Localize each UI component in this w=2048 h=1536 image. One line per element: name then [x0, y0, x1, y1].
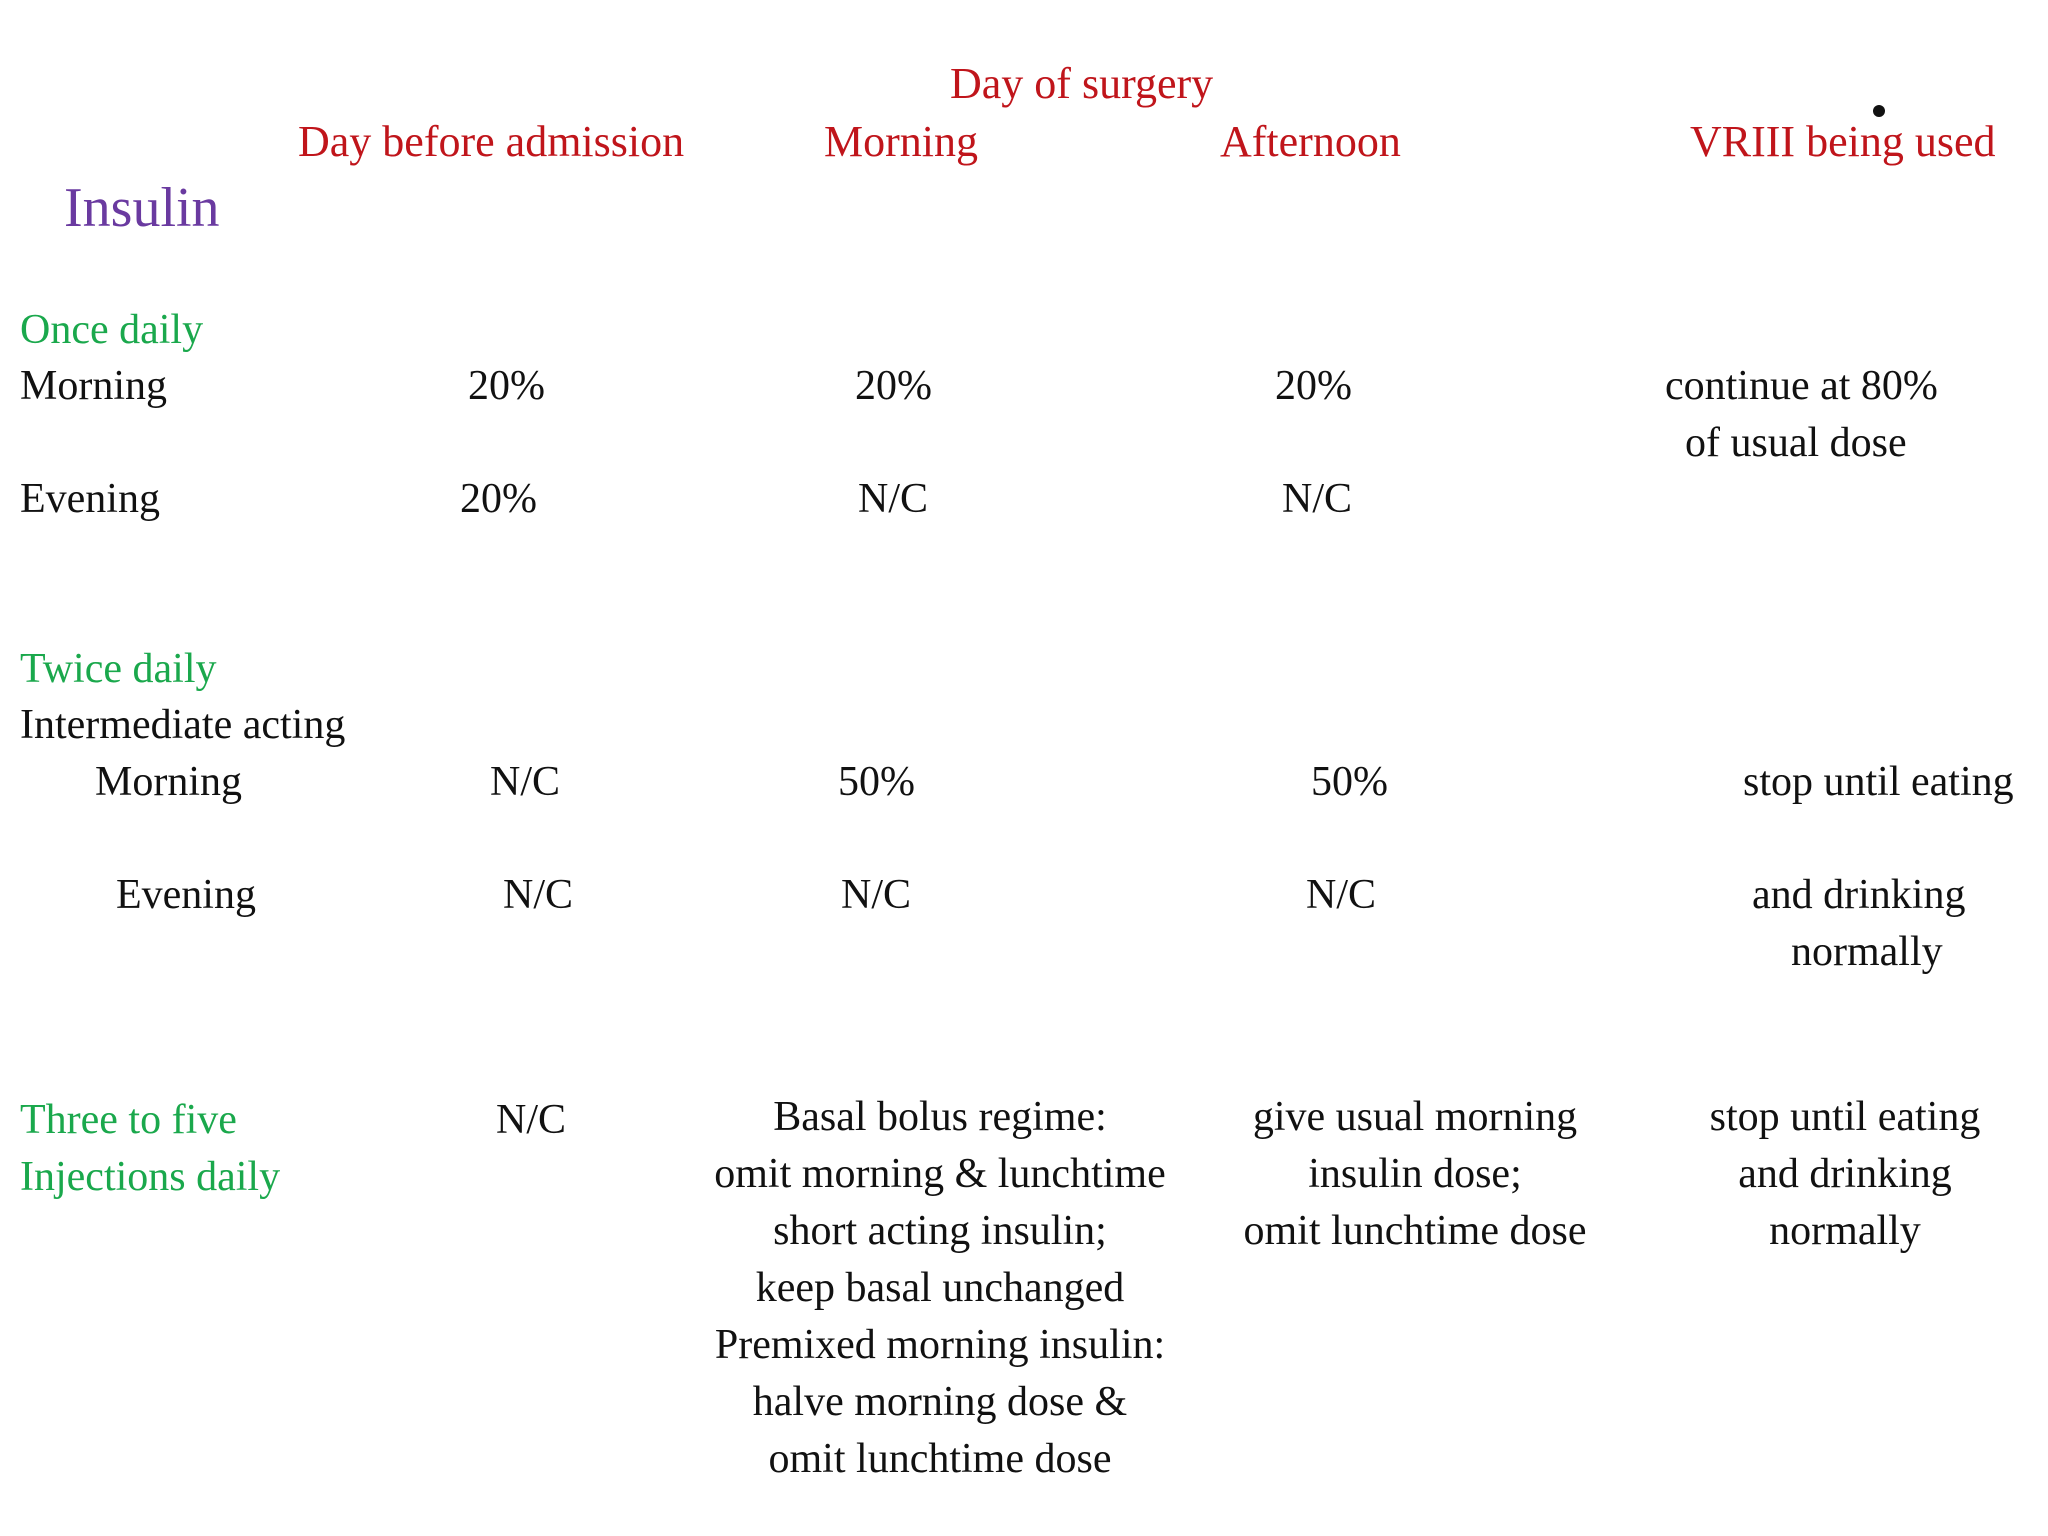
once-morning-morning: 20%: [855, 363, 932, 409]
once-morning-afternoon: 20%: [1275, 363, 1352, 409]
section-twice-daily: Twice daily: [20, 646, 217, 692]
once-evening-morning: N/C: [858, 476, 929, 522]
column-header-day-before-admission: Day before admission: [298, 117, 685, 166]
row-label-once-daily-morning: Morning: [20, 363, 167, 409]
multi-morning-line: omit morning & lunchtime: [714, 1151, 1166, 1197]
multi-vriii-line: stop until eating: [1709, 1094, 1981, 1140]
multi-afternoon-line: give usual morning: [1252, 1094, 1578, 1140]
multi-afternoon-line: insulin dose;: [1308, 1151, 1522, 1197]
column-header-afternoon: Afternoon: [1220, 117, 1401, 166]
section-once-daily: Once daily: [20, 307, 204, 353]
twice-morning-afternoon: 50%: [1311, 759, 1388, 805]
twice-evening-day-before: N/C: [503, 872, 574, 918]
twice-morning-morning: 50%: [838, 759, 915, 805]
once-evening-afternoon: N/C: [1282, 476, 1353, 522]
twice-morning-day-before: N/C: [490, 759, 561, 805]
multi-morning-line: halve morning dose &: [752, 1379, 1128, 1425]
twice-evening-morning: N/C: [841, 872, 912, 918]
row-label-twice-daily-evening: Evening: [116, 872, 256, 918]
once-morning-day-before: 20%: [468, 363, 545, 409]
multi-morning-line: keep basal unchanged: [755, 1265, 1125, 1311]
multi-afternoon-instructions: [1230, 1089, 1600, 1260]
sublabel-intermediate-acting: Intermediate acting: [20, 702, 346, 748]
once-vriii-line-1: continue at 80%: [1665, 363, 1938, 409]
column-header-morning: Morning: [824, 117, 978, 166]
multi-morning-line: omit lunchtime dose: [768, 1436, 1112, 1482]
row-label-twice-daily-morning: Morning: [95, 759, 242, 805]
once-vriii-line-2: of usual dose: [1685, 420, 1907, 466]
twice-vriii-line-3: normally: [1791, 929, 1943, 975]
twice-evening-afternoon: N/C: [1306, 872, 1377, 918]
section-three-to-five-line-2: Injections daily: [20, 1154, 281, 1200]
day-of-surgery-header: Day of surgery: [950, 59, 1214, 108]
multi-vriii-line: normally: [1769, 1208, 1921, 1254]
column-header-vriii: VRIII being used: [1690, 117, 1996, 166]
row-label-once-daily-evening: Evening: [20, 476, 160, 522]
multi-morning-line: Basal bolus regime:: [773, 1094, 1107, 1140]
multi-day-before: N/C: [496, 1097, 567, 1143]
multi-morning-line: short acting insulin;: [773, 1208, 1107, 1254]
stray-dot-mark: [1873, 105, 1885, 117]
multi-morning-instructions: [700, 1089, 1180, 1488]
twice-vriii-line-2: and drinking: [1752, 872, 1966, 918]
multi-afternoon-line: omit lunchtime dose: [1243, 1208, 1587, 1254]
once-evening-day-before: 20%: [460, 476, 537, 522]
twice-vriii-stop: stop until eating: [1743, 759, 2014, 805]
page-title: Insulin: [64, 177, 220, 239]
multi-vriii-line: and drinking: [1738, 1151, 1952, 1197]
multi-vriii-instructions: [1690, 1089, 2000, 1260]
multi-morning-line: Premixed morning insulin:: [714, 1322, 1166, 1368]
section-three-to-five-line-1: Three to five: [20, 1097, 237, 1143]
